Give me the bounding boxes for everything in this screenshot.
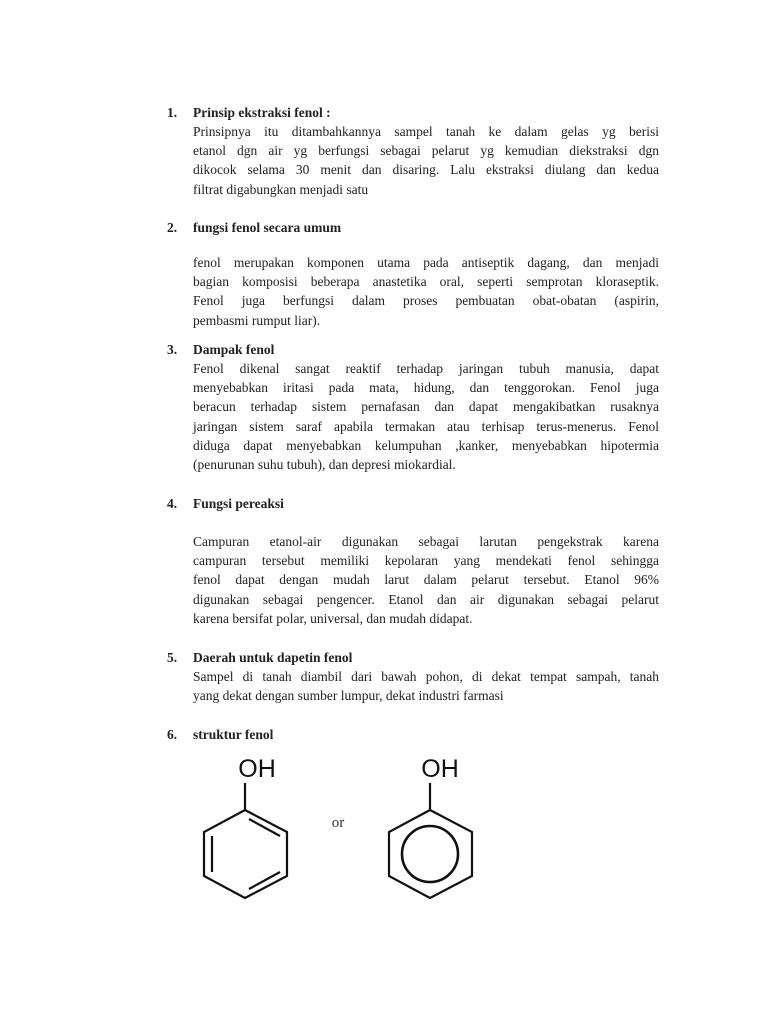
hydroxyl-label-left: OH <box>238 755 276 783</box>
phenol-aromatic-ring-structure <box>389 783 472 898</box>
text-line: Fenol dikenal sangat reaktif terhadap jaringan tubuh manusia, dapat <box>193 361 659 376</box>
text-line: menyebabkan iritasi pada mata, hidung, dan tenggorokan. Fenol juga <box>193 380 659 396</box>
text-line: dikocok selama 30 menit dan disaring. Lalu ekstraksi diulang dan kedua <box>193 162 659 178</box>
text-line: yang dekat dengan sumber lumpur, dekat industri farmasi <box>193 688 504 704</box>
section-number: 6. <box>167 727 178 742</box>
section-heading: struktur fenol <box>193 727 274 742</box>
section-heading: Prinsip ekstraksi fenol : <box>193 105 331 120</box>
section-number: 3. <box>167 342 178 357</box>
text-line: karena bersifat polar, universal, dan mudah didapat. <box>193 610 473 626</box>
text-line: campuran tersebut memiliki kepolaran yang mendekati fenol sehingga <box>193 553 659 569</box>
text-line: (penurunan suhu tubuh), dan depresi miokardial. <box>193 456 456 472</box>
text-line: diduga dapat menyebabkan kelumpuhan ,kanker, menyebabkan hipotermia <box>193 437 659 453</box>
section-heading: Daerah untuk dapetin fenol <box>193 650 353 665</box>
text-line: Campuran etanol-air digunakan sebagai larutan pengekstrak karena <box>193 534 659 549</box>
text-line: Sampel di tanah diambil dari bawah pohon, di dekat tempat sampah, tanah <box>193 669 659 684</box>
text-line: bagian komposisi beberapa anastetika oral, seperti semprotan kloraseptik. <box>193 274 659 290</box>
section-number: 1. <box>167 105 178 120</box>
text-line: Prinsipnya itu ditambahkannya sampel tanah ke dalam gelas yg berisi <box>193 124 659 139</box>
text-line: fenol merupakan komponen utama pada antiseptik dagang, dan menjadi <box>193 255 659 270</box>
phenol-kekule-structure <box>204 783 287 898</box>
section-heading: Dampak fenol <box>193 342 275 357</box>
text-line: etanol dgn air yg berfungsi sebagai pelarut yg kemudian diekstraksi dgn <box>193 143 659 159</box>
text-line: fenol dapat dengan mudah larut dalam pelarut tersebut. Etanol 96% <box>193 572 659 588</box>
section-heading: fungsi fenol secara umum <box>193 220 342 235</box>
section-number: 2. <box>167 220 178 235</box>
section-number: 5. <box>167 650 178 665</box>
text-line: pembasmi rumput liar). <box>193 312 321 328</box>
text-line: jaringan sistem saraf apabila termakan atau terhisap terus-menerus. Fenol <box>193 418 659 434</box>
or-connector: or <box>331 815 345 831</box>
section-heading: Fungsi pereaksi <box>193 496 284 511</box>
section-number: 4. <box>167 496 178 511</box>
text-line: digunakan sebagai pengencer. Etanol dan air digunakan sebagai pelarut <box>193 591 659 607</box>
text-line: filtrat digabungkan menjadi satu <box>193 181 369 197</box>
text-line: Fenol juga berfungsi dalam proses pembuatan obat-obatan (aspirin, <box>193 293 659 309</box>
text-line: beracun terhadap sistem pernafasan dan dapat mengakibatkan rusaknya <box>193 399 659 415</box>
hydroxyl-label-right: OH <box>421 755 459 783</box>
